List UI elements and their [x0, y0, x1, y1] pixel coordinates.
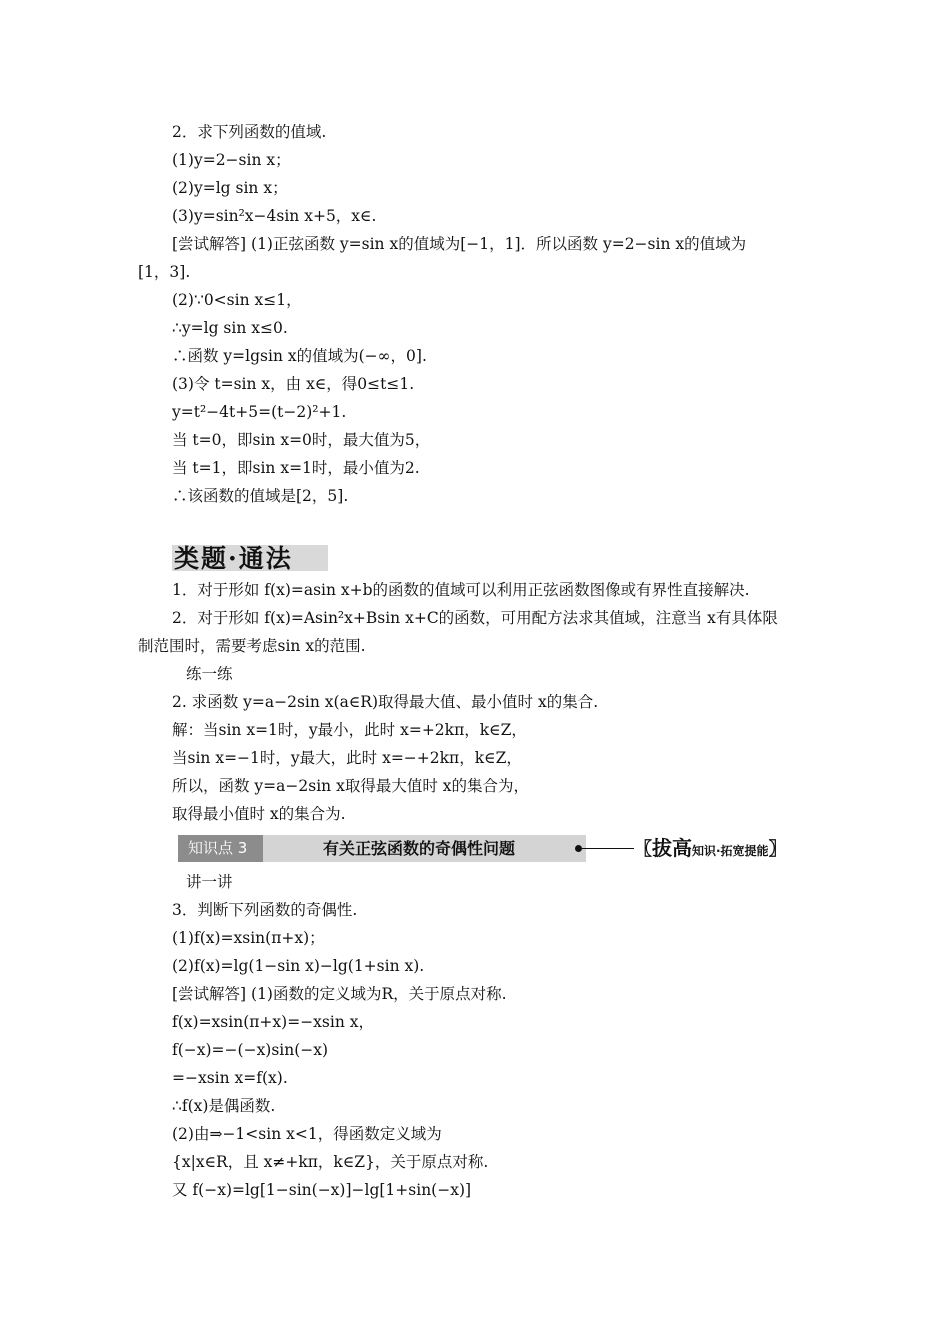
answer-2-line-9: ∴该函数的值域是[2，5].: [172, 487, 349, 505]
question-3-part-2: (2)f(x)=lg(1−sin x)−lg(1+sin x).: [172, 957, 425, 975]
answer-2-line-1-cont: [1，3].: [138, 263, 191, 281]
badge-main-text: 拔高: [652, 836, 692, 860]
answer-2-line-8: 当 t=1，即sin x=1时，最小值为2.: [172, 459, 420, 477]
practice-solution-4: 取得最小值时 x的集合为.: [172, 805, 346, 823]
badge-close-bracket: 〗: [768, 839, 787, 860]
question-2-part-1: (1)y=2−sin x；: [172, 151, 291, 169]
badge-sub-text: 知识·拓宽提能: [692, 844, 769, 858]
method-1: 1．对于形如 f(x)=asin x+b的函数的值域可以利用正弦函数图像或有界性直接解决.: [172, 581, 750, 599]
answer-2-line-2: (2)∵0<sin x≤1，: [172, 291, 302, 309]
question-3-title: 3．判断下列函数的奇偶性.: [172, 901, 358, 919]
answer-2-line-7: 当 t=0，即sin x=0时，最大值为5，: [172, 431, 431, 449]
section-heading: [168, 537, 330, 571]
badge-open-bracket: 〖: [634, 839, 652, 860]
answer-2-line-1: [尝试解答] (1)正弦函数 y=sin x的值域为[−1，1]．所以函数 y=2−sin x的值域为: [172, 235, 747, 253]
knowledge-point-title: 有关正弦函数的奇偶性问题: [323, 839, 516, 858]
banner-connector-line: [582, 848, 634, 849]
method-2-cont: 制范围时，需要考虑sin x的范围.: [138, 637, 366, 655]
question-2-title: 2．求下列函数的值域.: [172, 123, 327, 141]
lecture-label: 讲一讲: [186, 873, 233, 891]
answer-3-line-1: [尝试解答] (1)函数的定义域为R，关于原点对称.: [172, 985, 507, 1003]
question-2-part-2: (2)y=lg sin x；: [172, 179, 288, 197]
knowledge-point-banner: [178, 835, 586, 862]
banner-dot-icon: [575, 845, 582, 852]
answer-3-line-7: {x|x∈R，且 x≠+kπ，k∈Z}，关于原点对称.: [172, 1153, 489, 1171]
practice-solution-2: 当sin x=−1时，y最大，此时 x=−+2kπ，k∈Z，: [172, 749, 522, 767]
answer-2-line-4: ∴函数 y=lgsin x的值域为(−∞，0].: [172, 347, 427, 365]
practice-solution-1: 解：当sin x=1时，y最小，此时 x=+2kπ，k∈Z，: [172, 721, 527, 739]
enhance-badge: [634, 835, 787, 865]
answer-3-line-6: (2)由⇒−1<sin x<1，得函数定义域为: [172, 1125, 442, 1143]
practice-label: 练一练: [186, 665, 233, 683]
practice-question: 2. 求函数 y=a−2sin x(a∈R)取得最大值、最小值时 x的集合.: [172, 693, 599, 711]
answer-3-line-4: =−xsin x=f(x).: [172, 1069, 288, 1087]
answer-2-line-6: y=t²−4t+5=(t−2)²+1.: [172, 403, 347, 421]
practice-solution-3: 所以，函数 y=a−2sin x取得最大值时 x的集合为，: [172, 777, 529, 795]
answer-3-line-3: f(−x)=−(−x)sin(−x): [172, 1041, 329, 1059]
knowledge-point-tag: 知识点 3: [178, 835, 263, 862]
method-2: 2．对于形如 f(x)=Asin²x+Bsin x+C的函数，可用配方法求其值域，注意当 x有具体限: [172, 609, 778, 627]
answer-2-line-3: ∴y=lg sin x≤0.: [172, 319, 288, 337]
answer-3-line-2: f(x)=xsin(π+x)=−xsin x，: [172, 1013, 374, 1031]
answer-2-line-5: (3)令 t=sin x，由 x∈，得0≤t≤1.: [172, 375, 415, 393]
question-2-part-3: (3)y=sin²x−4sin x+5，x∈.: [172, 207, 377, 225]
answer-3-line-8: 又 f(−x)=lg[1−sin(−x)]−lg[1+sin(−x)]: [172, 1181, 472, 1199]
section-heading-text: 类题·通法: [174, 544, 293, 573]
question-3-part-1: (1)f(x)=xsin(π+x)；: [172, 929, 325, 947]
answer-3-line-5: ∴f(x)是偶函数.: [172, 1097, 276, 1115]
